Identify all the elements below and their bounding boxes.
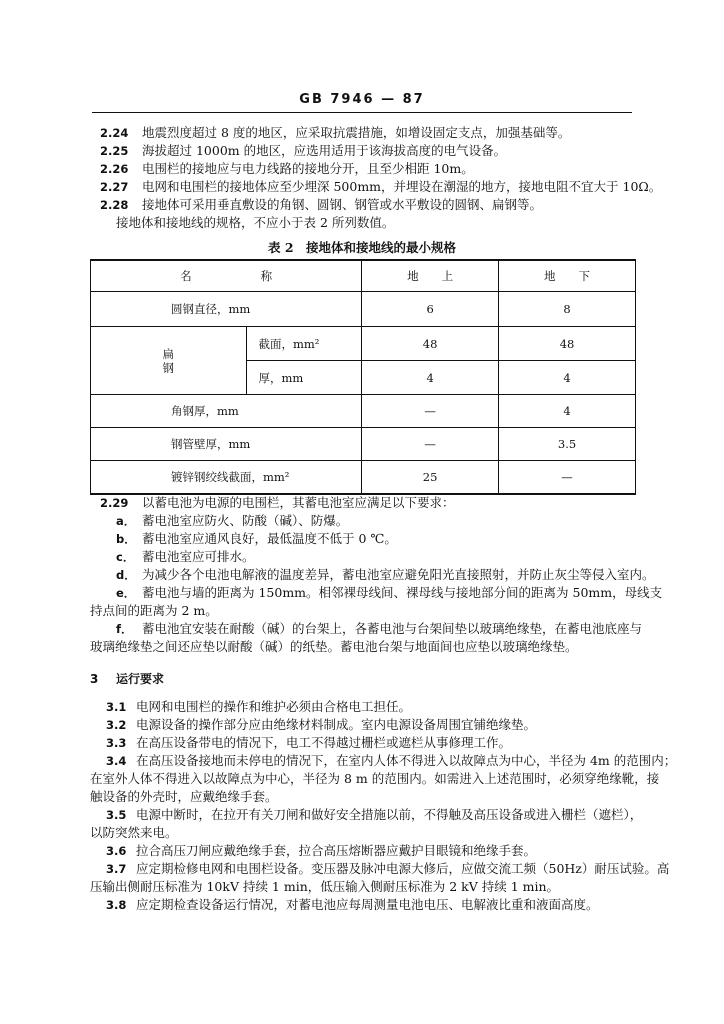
clause-number: 3.5: [106, 808, 127, 822]
cell-below: 4: [499, 361, 636, 395]
clause-3-6: [106, 842, 536, 860]
clause-text: 拉合高压刀闸应戴绝缘手套，拉合高压熔断器应戴护目眼镜和绝缘手套。: [136, 843, 537, 858]
clause-3-4-continued: 触设备的外壳时，应戴绝缘手套。: [90, 789, 278, 804]
clause-number: 2.26: [100, 162, 129, 176]
cell-above: —: [362, 395, 499, 428]
clause-3-8: [106, 896, 599, 914]
clause-number: 3.8: [106, 898, 127, 912]
standard-header: GB 7946 — 87: [299, 92, 425, 107]
clause-3-4: [106, 752, 676, 770]
section-3-heading: [90, 670, 164, 688]
cell-below: 8: [499, 292, 636, 327]
item-a: [116, 512, 348, 530]
item-b: [116, 530, 397, 548]
clause-text: 电围栏的接地应与电力线路的接地分开，且至少相距 10m。: [142, 161, 474, 176]
section-number: 3: [90, 672, 99, 686]
clause-text: 电网和电围栏的操作和维护必须由合格电工担任。: [136, 699, 412, 714]
header-above-ground: 地 上: [362, 260, 499, 292]
header-name: 名 称: [91, 260, 362, 292]
item-text: 为减少各个电池电解液的温度差异，蓄电池室应避免阳光直接照射，并防止灰尘等侵入室内。: [142, 567, 655, 582]
table-caption: 表 2 接地体和接地线的最小规格: [267, 240, 457, 255]
clause-text: 电网和电围栏的接地体应至少埋深 500mm，并埋设在潮湿的地方，接地电阻不宜大于 10Ω。: [142, 179, 662, 194]
clause-number: 2.24: [100, 126, 129, 140]
table-row: [91, 292, 636, 327]
clause-number: 2.28: [100, 198, 129, 212]
table-row: [91, 428, 636, 461]
spec-table: [90, 259, 636, 495]
item-text: 蓄电池室应通风良好，最低温度不低于 0 ℃。: [142, 531, 397, 546]
item-text: 蓄电池宜安装在耐酸（碱）的台架上，各蓄电池与台架间垫以玻璃绝缘垫，在蓄电池底座与: [142, 621, 643, 636]
clause-3-3: [106, 734, 511, 752]
cell-below: 4: [499, 395, 636, 428]
item-mark: b．: [116, 532, 136, 546]
clause-text: 接地体可采用垂直敷设的角钢、圆钢、钢管或水平敷设的圆钢、扁钢等。: [142, 197, 543, 212]
clause-text: 电源中断时，在拉开有关刀闸和做好安全措施以前，不得触及高压设备或进入栅栏（遮栏），: [136, 807, 643, 822]
row-label: 截面，mm²: [246, 327, 362, 361]
cell-above: —: [362, 428, 499, 461]
item-c: [116, 548, 255, 566]
item-e-continued: 持点间的距离为 2 m。: [90, 603, 218, 618]
cell-above: 25: [362, 461, 499, 494]
cell-above: 6: [362, 292, 499, 327]
item-mark: f．: [116, 622, 133, 636]
row-label: 厚，mm: [246, 361, 362, 395]
table-row: [91, 461, 636, 494]
row-label: 圆钢直径，mm: [91, 292, 362, 327]
clause-number: 2.27: [100, 180, 129, 194]
cell-above: 48: [362, 327, 499, 361]
section-title: 运行要求: [116, 672, 165, 686]
clause-number: 3.4: [106, 754, 127, 768]
clause-3-1: [106, 698, 411, 716]
item-text: 蓄电池室应防火、防酸（碱）、防爆。: [142, 513, 349, 528]
item-mark: c．: [116, 550, 135, 564]
clause-2-29: [100, 494, 455, 512]
item-mark: e．: [116, 586, 136, 600]
table-row: [91, 395, 636, 428]
item-mark: d．: [116, 568, 136, 582]
clause-text: 应定期检修电网和电围栏设备。变压器及脉冲电源大修后，应做交流工频（50Hz）耐压试验。高: [136, 861, 670, 876]
clause-3-2: [106, 716, 536, 734]
clause-2-28: [100, 196, 542, 214]
clause-3-5: [106, 806, 642, 824]
row-label: 钢管壁厚，mm: [91, 428, 362, 461]
row-label: 镀锌钢绞线截面，mm²: [91, 461, 362, 494]
clause-number: 3.3: [106, 736, 127, 750]
item-f-continued: 玻璃绝缘垫之间还应垫以耐酸（碱）的纸垫。蓄电池台架与地面间也应垫以玻璃绝缘垫。: [90, 639, 578, 654]
cell-below: 3.5: [499, 428, 636, 461]
row-group-label: 扁 钢: [91, 327, 247, 395]
cell-below: —: [499, 461, 636, 494]
clause-number: 2.25: [100, 144, 129, 158]
clause-number: 3.7: [106, 862, 127, 876]
clause-text: 在高压设备接地而未停电的情况下，在室内人体不得进入以故障点为中心，半径为 4m 的范围内；: [136, 753, 677, 768]
item-mark: a．: [116, 514, 136, 528]
clause-text: 在高压设备带电的情况下，电工不得越过栅栏或遮栏从事修理工作。: [136, 735, 512, 750]
clause-number: 3.1: [106, 700, 127, 714]
clause-2-26: [100, 160, 474, 178]
clause-text: 以蓄电池为电源的电围栏，其蓄电池室应满足以下要求：: [142, 495, 455, 510]
header-below-ground: 地 下: [499, 260, 636, 292]
header-rule: [92, 112, 632, 113]
clause-number: 3.2: [106, 718, 127, 732]
clause-2-24: [100, 124, 570, 142]
clause-3-4-continued: 在室外人体不得进入以故障点为中心，半径为 8 m 的范围内。如需进入上述范围时，必须穿绝缘靴，接: [90, 771, 660, 786]
clause-3-5-continued: 以防突然来电。: [90, 825, 178, 840]
clause-number: 2.29: [100, 496, 129, 510]
clause-2-28-continued: 接地体和接地线的规格，不应小于表 2 所列数值。: [116, 215, 395, 230]
clause-text: 应定期检查设备运行情况，对蓄电池应每周测量电池电压、电解液比重和液面高度。: [136, 897, 599, 912]
clause-number: 3.6: [106, 844, 127, 858]
table-header-row: [91, 260, 636, 292]
item-d: [116, 566, 655, 584]
clause-2-27: [100, 178, 661, 196]
item-f: [116, 620, 642, 638]
clause-text: 电源设备的操作部分应由绝缘材料制成。室内电源设备周围宜铺绝缘垫。: [136, 717, 537, 732]
clause-3-7-continued: 压输出侧耐压标准为 10kV 持续 1 min，低压输入侧耐压标准为 2 kV 持续 1 min。: [90, 879, 560, 894]
clause-text: 地震烈度超过 8 度的地区，应采取抗震措施，如增设固定支点，加强基础等。: [142, 125, 571, 140]
cell-above: 4: [362, 361, 499, 395]
clause-3-7: [106, 860, 669, 878]
item-text: 蓄电池与墙的距离为 150mm。相邻裸母线间、裸母线与接地部分间的距离为 50mm，母线支: [142, 585, 663, 600]
item-text: 蓄电池室应可排水。: [142, 549, 255, 564]
item-e: [116, 584, 662, 602]
row-label: 角钢厚，mm: [91, 395, 362, 428]
clause-2-25: [100, 142, 506, 160]
clause-text: 海拔超过 1000m 的地区，应选用适用于该海拔高度的电气设备。: [142, 143, 507, 158]
cell-below: 48: [499, 327, 636, 361]
table-row: [91, 327, 636, 361]
